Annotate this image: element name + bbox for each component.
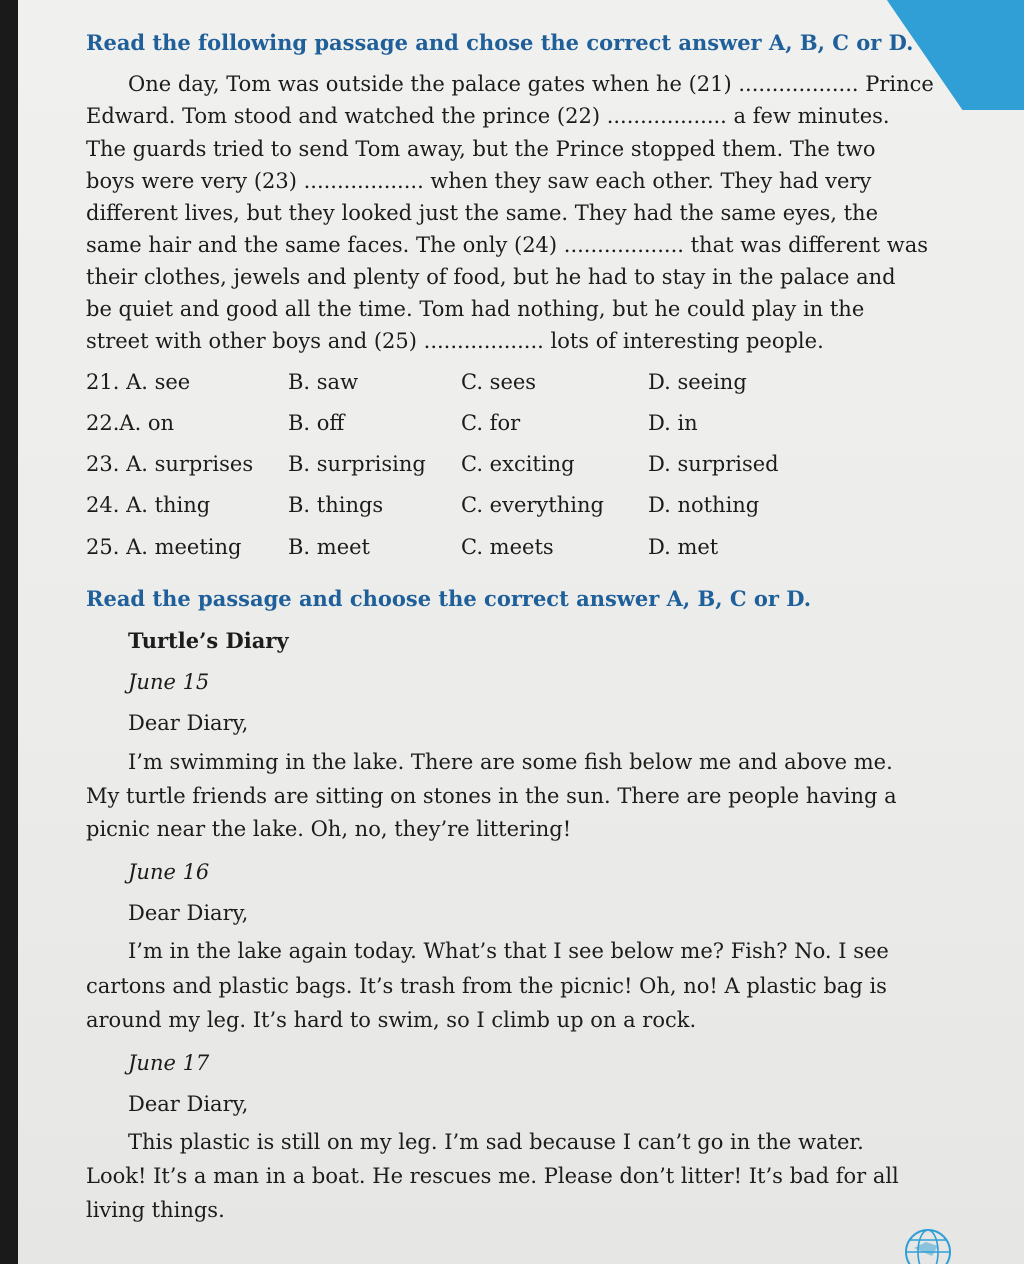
passage-line: street with other boys and (25) .................. lots of interesting people. [86,329,824,353]
entry-line: I’m swimming in the lake. There are some fish below me and above me. [128,750,893,774]
entry-date: June 15 [128,670,210,694]
option-d[interactable]: D. in [648,411,698,435]
entry-line: living things. [86,1198,225,1222]
option-d[interactable]: D. nothing [648,493,760,517]
question-23 [86,452,846,484]
passage-line: Edward. Tom stood and watched the prince (22) .................. a few minutes. [86,104,890,128]
entry-line: cartons and plastic bags. It’s trash from the picnic! Oh, no! A plastic bag is [86,974,887,998]
option-a[interactable]: 25. A. meeting [86,535,242,559]
option-c[interactable]: C. sees [461,370,537,394]
option-a[interactable]: 21. A. see [86,370,191,394]
section1-heading: Read the following passage and chose the correct answer A, B, C or D. [86,30,914,55]
passage-line: different lives, but they looked just the same. They had the same eyes, the [86,201,879,225]
globe-icon [902,1226,954,1264]
option-d[interactable]: D. seeing [648,370,747,394]
passage-line: boys were very (23) .................. when they saw each other. They had very [86,169,872,193]
entry-greeting: Dear Diary, [128,711,249,735]
entry-line: This plastic is still on my leg. I’m sad because I can’t go in the water. [128,1130,864,1154]
section2-heading: Read the passage and choose the correct answer A, B, C or D. [86,586,812,611]
passage-line: be quiet and good all the time. Tom had nothing, but he could play in the [86,297,865,321]
option-c[interactable]: C. meets [461,535,554,559]
option-c[interactable]: C. for [461,411,521,435]
textbook-page [18,0,1024,1264]
passage-line: The guards tried to send Tom away, but the Prince stopped them. The two [86,137,876,161]
entry-line: picnic near the lake. Oh, no, they’re littering! [86,817,572,841]
entry-line: Look! It’s a man in a boat. He rescues me. Please don’t litter! It’s bad for all [86,1164,899,1188]
entry-greeting: Dear Diary, [128,901,249,925]
entry-line: around my leg. It’s hard to swim, so I climb up on a rock. [86,1008,697,1032]
question-22 [86,411,846,443]
option-b[interactable]: B. surprising [288,452,426,476]
passage-line: their clothes, jewels and plenty of food, but he had to stay in the palace and [86,265,896,289]
option-c[interactable]: C. exciting [461,452,575,476]
entry-line: My turtle friends are sitting on stones in the sun. There are people having a [86,784,897,808]
option-a[interactable]: 23. A. surprises [86,452,254,476]
option-c[interactable]: C. everything [461,493,604,517]
entry-date: June 16 [128,860,210,884]
question-21 [86,370,846,402]
option-b[interactable]: B. things [288,493,384,517]
option-a[interactable]: 24. A. thing [86,493,211,517]
option-d[interactable]: D. surprised [648,452,779,476]
entry-date: June 17 [128,1051,210,1075]
entry-line: I’m in the lake again today. What’s that I see below me? Fish? No. I see [128,939,889,963]
question-24 [86,493,846,525]
passage-line: One day, Tom was outside the palace gates when he (21) .................. Prince [128,72,934,96]
option-a[interactable]: 22.A. on [86,411,175,435]
entry-greeting: Dear Diary, [128,1092,249,1116]
option-b[interactable]: B. saw [288,370,359,394]
diary-title: Turtle’s Diary [128,628,289,653]
option-b[interactable]: B. meet [288,535,370,559]
option-b[interactable]: B. off [288,411,345,435]
question-25 [86,535,846,567]
option-d[interactable]: D. met [648,535,719,559]
passage-line: same hair and the same faces. The only (24) .................. that was different was [86,233,929,257]
